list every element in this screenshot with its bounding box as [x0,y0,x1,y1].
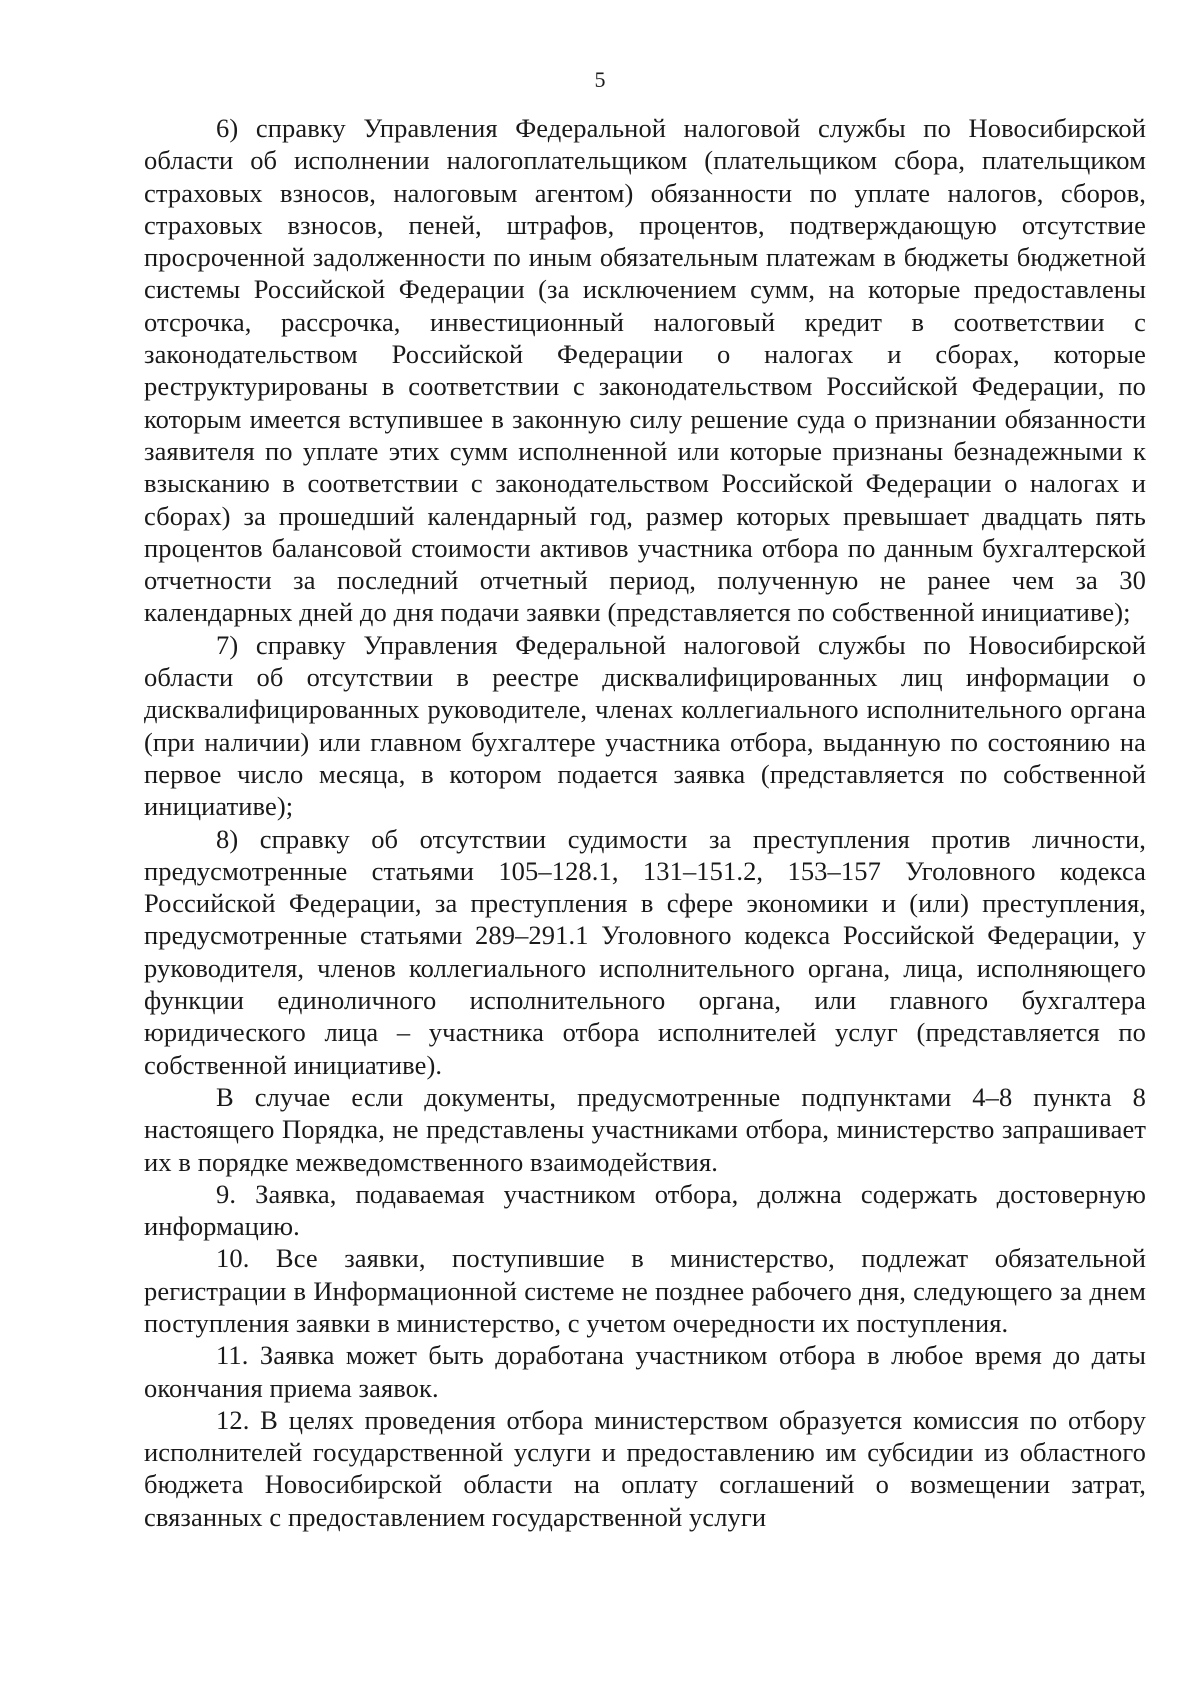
page-number: 5 [594,67,606,92]
paragraph-subitem-8: 8) справку об отсутствии судимости за преступления против личности, предусмотренные статьями 105–128.1, 131–151.2, 153–157 Уголовного кодекса Российской Федерации, за преступления в сфере экономики и (или) преступления, предусмотренные статьями 289–291.1 Уголовного кодекса Российской Федерации, у руководителя, членов коллегиального исполнительного органа, лица, исполняющего функции единоличного исполнительного органа, или главного бухгалтера юридического лица – участника отбора исполнителей услуг (представляется по собственной инициативе). [144,823,1146,1080]
paragraph-item-9: 9. Заявка, подаваемая участником отбора, должна содержать достоверную информацию. [144,1178,1146,1242]
document-body [144,112,1146,1533]
paragraph-interagency-request: В случае если документы, предусмотренные подпунктами 4–8 пункта 8 настоящего Порядка, не представлены участниками отбора, министерство запрашивает их в порядке межведомственного взаимодействия. [144,1081,1146,1177]
paragraph-item-10: 10. Все заявки, поступившие в министерство, подлежат обязательной регистрации в Информационной системе не позднее рабочего дня, следующего за днем поступления заявки в министерство, с учетом очередности их поступления. [144,1243,1146,1338]
paragraph-item-12: 12. В целях проведения отбора министерством образуется комиссия по отбору исполнителей государственной услуги и предоставлению им субсидии из областного бюджета Новосибирской области на оплату соглашений о возмещении затрат, связанных с предоставлением государственной услуги [144,1404,1146,1532]
paragraph-item-11: 11. Заявка может быть доработана участником отбора в любое время до даты окончания приема заявок. [144,1340,1146,1403]
paragraph-subitem-6: 6) справку Управления Федеральной налоговой службы по Новосибирской области об исполнении налогоплательщиком (плательщиком сбора, плательщиком страховых взносов, налоговым агентом) обязанности по уплате налогов, сборов, страховых взносов, пеней, штрафов, процентов, подтверждающую отсутствие просроченной задолженности по иным обязательным платежам в бюджеты бюджетной системы Российской Федерации (за исключением сумм, на которые предоставлены отсрочка, рассрочка, инвестиционный налоговый кредит в соответствии с законодательством Российской Федерации о налогах и сборах, которые реструктурированы в соответствии с законодательством Российской Федерации, по которым имеется вступившее в законную силу решение суда о признании обязанности заявителя по уплате этих сумм исполненной или которые признаны безнадежными к взысканию в соответствии с законодательством Российской Федерации о налогах и сборах) за прошедший календарный год, размер которых превышает двадцать пять процентов балансовой стоимости активов участника отбора по данным бухгалтерской отчетности за последний отчетный период, полученную не ранее чем за 30 календарных дней до дня подачи заявки (представляется по собственной инициативе); [144,113,1146,628]
paragraph-subitem-7: 7) справку Управления Федеральной налоговой службы по Новосибирской области об отсутствии в реестре дисквалифицированных лиц информации о дисквалифицированных руководителе, членах коллегиального исполнительного органа (при наличии) или главном бухгалтере участника отбора, выданную по состоянию на первое число месяца, в котором подается заявка (представляется по собственной инициативе); [144,629,1146,822]
